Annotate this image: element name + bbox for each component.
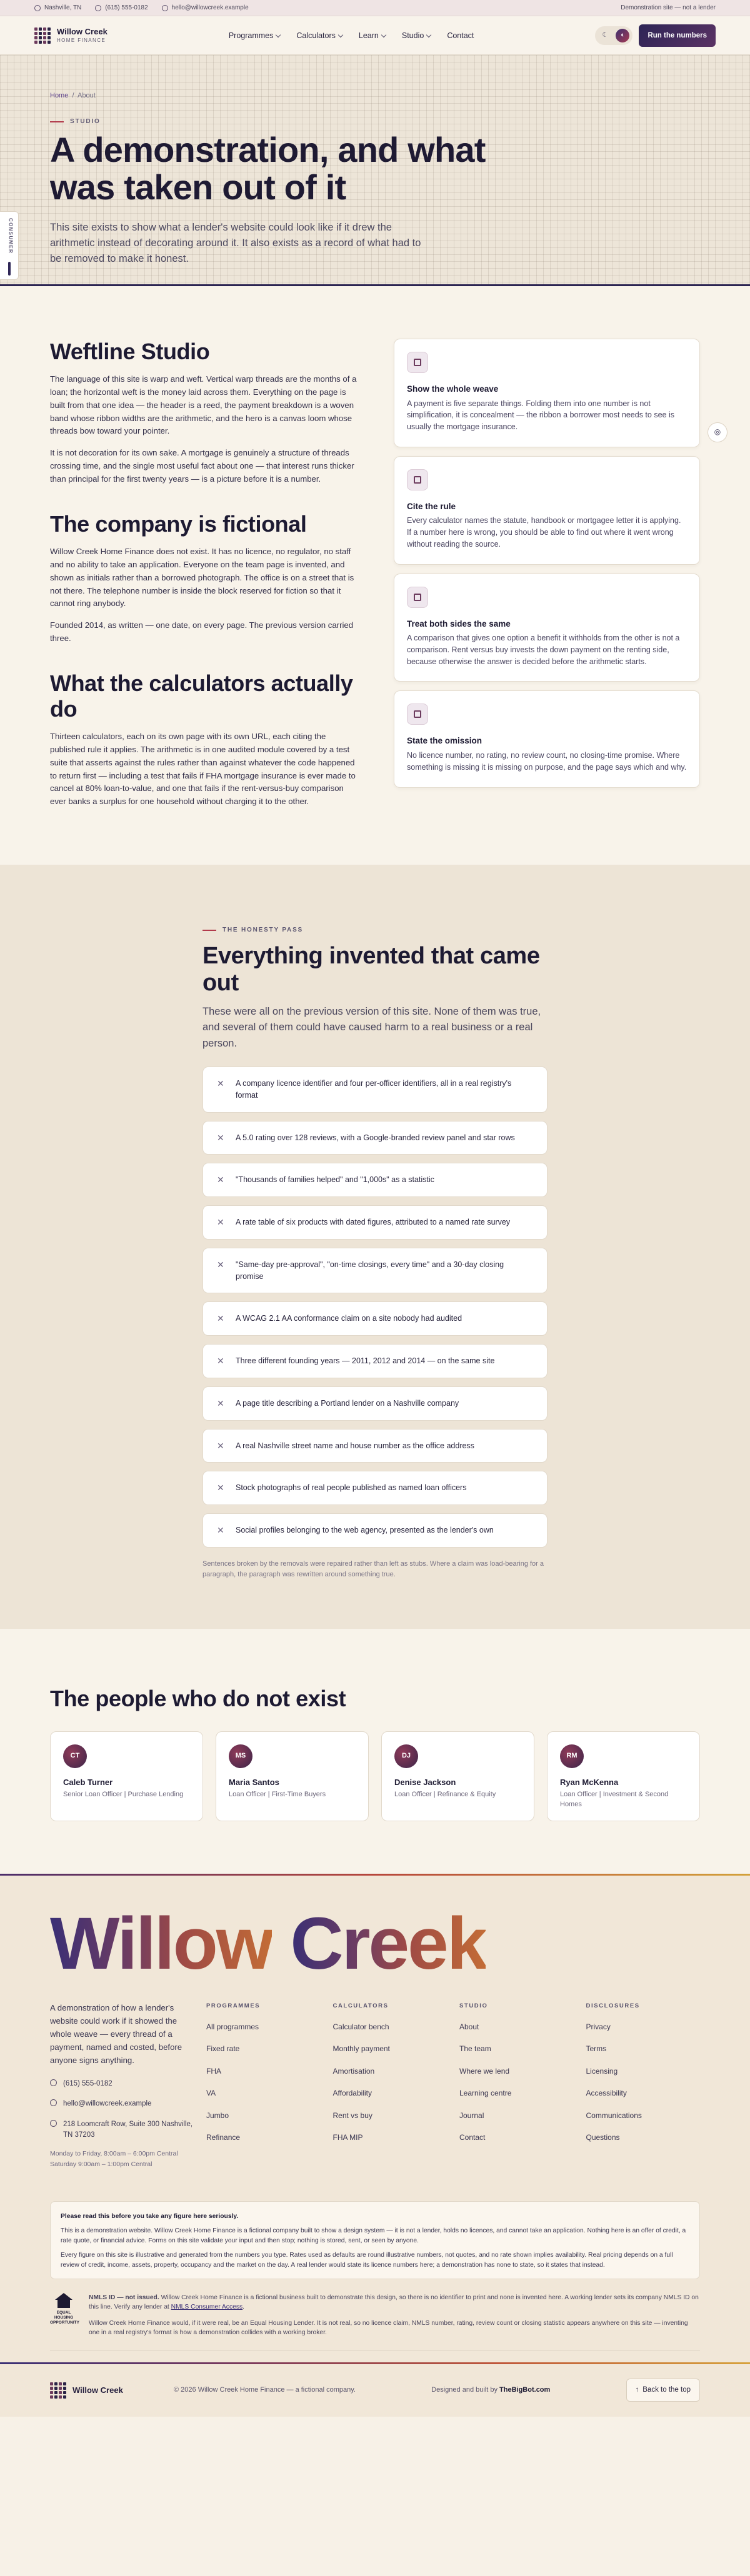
scale-icon bbox=[407, 587, 428, 608]
list-item-text: A 5.0 rating over 128 reviews, with a Google-branded review panel and star rows bbox=[236, 1133, 515, 1142]
nav-label: Studio bbox=[401, 31, 424, 40]
list-item-text: A rate table of six products with dated figures, attributed to a named rate survey bbox=[236, 1218, 511, 1227]
person-card[interactable] bbox=[547, 1731, 700, 1821]
phone-text: (615) 555-0182 bbox=[105, 4, 148, 11]
footer-email: hello@willowcreek.example bbox=[63, 2100, 152, 2108]
list-item-text: Stock photographs of real people published as named loan officers bbox=[236, 1483, 467, 1493]
footer-link[interactable]: Learning centre bbox=[459, 2089, 512, 2098]
main-nav bbox=[229, 30, 474, 41]
studio-section bbox=[0, 286, 750, 865]
breadcrumb bbox=[50, 91, 700, 101]
nav-contact[interactable] bbox=[447, 30, 474, 41]
nav-calculators[interactable] bbox=[296, 30, 342, 41]
footer-link[interactable]: Monthly payment bbox=[332, 2044, 390, 2054]
fictional-paragraph: Willow Creek Home Finance does not exist. It has no licence, no regulator, no staff and no ability to take an application. Everyone on the team page is invented, and shown as initials rather than a borrowed photograph. The office is on a street that is not there. The telephone number is inside the block reserved for fiction so that it cannot ring anybody. bbox=[50, 546, 354, 609]
brand-name: Willow Creek bbox=[57, 26, 108, 36]
phone-icon bbox=[95, 5, 101, 11]
footer-link[interactable]: All programmes bbox=[206, 2022, 259, 2032]
nav-programmes[interactable] bbox=[229, 30, 281, 41]
footer-address bbox=[50, 2119, 194, 2140]
calculators-paragraph: Thirteen calculators, each on its own page with its own URL, each citing the published rule it applies. The arithmetic is in one audited module covered by a test suite that asserts against the rules rather than against whatever the code happened to return first — including a test that fails if FHA mortgage insurance is ever made to cancel at 80% loan-to-value, and one that fails if the rent-versus-buy comparison ever banks a surplus for one household without charging it to the other. bbox=[50, 732, 356, 807]
list-item-text: "Thousands of families helped" and "1,000s" as a statistic bbox=[236, 1175, 434, 1185]
cross-icon: ✕ bbox=[217, 1217, 224, 1228]
footer-col-studio bbox=[459, 2002, 574, 2170]
list-item bbox=[202, 1248, 548, 1294]
principle-card bbox=[394, 690, 700, 787]
footer-link[interactable]: Affordability bbox=[332, 2089, 372, 2098]
footer-link[interactable]: Jumbo bbox=[206, 2111, 229, 2120]
footer-email-link[interactable] bbox=[50, 2099, 194, 2109]
footer-col-calculators bbox=[333, 2002, 448, 2170]
calculators-heading: What the calculators actually do bbox=[50, 670, 353, 722]
honesty-note: Sentences broken by the removals were repaired rather than left as stubs. Where a claim was load-bearing for a paragraph, the paragraph was rewritten around something true. bbox=[202, 1559, 544, 1579]
nav-label: Calculators bbox=[296, 31, 336, 40]
pin-icon bbox=[34, 5, 41, 11]
person-card[interactable] bbox=[50, 1731, 203, 1821]
removed-list bbox=[202, 1067, 548, 1548]
card-title: Show the whole weave bbox=[407, 384, 499, 394]
cross-icon: ✕ bbox=[217, 1132, 224, 1143]
list-item bbox=[202, 1471, 548, 1505]
nmls-bold: NMLS ID — not issued. bbox=[89, 2294, 159, 2302]
honesty-eyebrow bbox=[202, 926, 548, 935]
list-item-text: "Same-day pre-approval", "on-time closings, every time" and a 30-day closing promise bbox=[236, 1260, 504, 1281]
person-role: Loan Officer | Investment & Second Homes bbox=[560, 1791, 669, 1809]
eyebrow-bar bbox=[202, 930, 216, 931]
list-item-text: A real Nashville street name and house number as the office address bbox=[236, 1441, 474, 1450]
cross-icon: ✕ bbox=[217, 1398, 224, 1408]
wordmark-creek: Creek bbox=[290, 1902, 486, 1986]
list-item bbox=[202, 1163, 548, 1197]
built-by-link[interactable]: TheBigBot.com bbox=[499, 2385, 551, 2394]
disclaimer-paragraph: Every figure on this site is illustrative and generated from the numbers you type. Rates used as defaults are round illustrative numbers, not quotes, and no rate shown implies availability. Real pricing depends on a full review of credit, income, assets, property, occupancy and the market on the day. A real lender would state its licence numbers here; a demonstration has none to state, so it states that instead. bbox=[61, 2252, 673, 2269]
equal-housing-logo bbox=[50, 2293, 78, 2338]
disclaimer-paragraph: This is a demonstration website. Willow Creek Home Finance is a fictional company built to show a design system — it is not a lender, holds no licences, and cannot take an application. Nothing here is an offer of credit, a rate quote, or financial advice. Forms on this site validate your input and then stop; nothing is stored, sent, or seen by anyone. bbox=[61, 2227, 686, 2244]
fictional-heading: The company is fictional bbox=[50, 510, 307, 537]
cross-icon: ✕ bbox=[217, 1259, 224, 1270]
eyebrow-text: THE HONESTY PASS bbox=[222, 927, 304, 934]
nav-label: Programmes bbox=[228, 31, 274, 40]
card-text: No licence number, no rating, no review count, no closing-time promise. Where something is missing it is missing on purpose, and the page says which and why. bbox=[407, 751, 687, 772]
person-role: Loan Officer | First-Time Buyers bbox=[229, 1791, 326, 1799]
footer-col-title: CALCULATORS bbox=[332, 2002, 389, 2010]
nmls-consumer-access-link[interactable]: NMLS Consumer Access bbox=[171, 2304, 243, 2311]
footer-address-text: 218 Loomcraft Row, Suite 300 Nashville, TN 37203 bbox=[63, 2120, 193, 2139]
footer-link[interactable]: Amortisation bbox=[332, 2066, 375, 2076]
person-name: Ryan McKenna bbox=[560, 1778, 619, 1788]
footer-link[interactable]: Privacy bbox=[586, 2022, 611, 2032]
built-by bbox=[431, 2385, 550, 2395]
cross-icon: ✕ bbox=[217, 1440, 224, 1451]
people-grid bbox=[50, 1731, 700, 1821]
card-text: Every calculator names the statute, handbook or mortgagee letter it is applying. If a number here is wrong, you should be able to find out where it went wrong without reading the source. bbox=[407, 516, 681, 549]
footer-link[interactable]: Fixed rate bbox=[206, 2044, 240, 2054]
nav-label: Learn bbox=[358, 31, 379, 40]
footer-link[interactable]: Contact bbox=[459, 2132, 486, 2142]
house-icon bbox=[54, 2293, 73, 2308]
list-item bbox=[202, 1067, 548, 1113]
footer-about: A demonstration of how a lender's website could work if it showed the whole weave — every thread of a payment, named and costed, before anyone signs anything. bbox=[50, 2003, 182, 2065]
footer-col-title: DISCLOSURES bbox=[586, 2002, 640, 2010]
side-tab-indicator bbox=[8, 262, 11, 276]
demo-notice: Demonstration site — not a lender bbox=[621, 4, 716, 11]
footer-link[interactable]: VA bbox=[206, 2089, 216, 2098]
list-item-text: A page title describing a Portland lender on a Nashville company bbox=[236, 1398, 459, 1408]
check-icon bbox=[407, 704, 428, 725]
back-to-top-label: Back to the top bbox=[642, 2386, 691, 2394]
nav-label: Contact bbox=[447, 31, 474, 40]
list-item-text: Social profiles belonging to the web agency, presented as the lender's own bbox=[236, 1526, 494, 1535]
footer-link[interactable]: Journal bbox=[459, 2111, 484, 2120]
breadcrumb-separator: / bbox=[72, 92, 74, 99]
breadcrumb-current: About bbox=[78, 92, 96, 99]
breadcrumb-home-link[interactable]: Home bbox=[50, 92, 69, 99]
person-name: Maria Santos bbox=[229, 1778, 279, 1788]
back-to-top-button[interactable] bbox=[626, 2379, 700, 2402]
list-item-text: A company licence identifier and four per-officer identifiers, all in a real registry's format bbox=[236, 1079, 512, 1100]
footer-wordmark bbox=[50, 1902, 700, 1986]
footer-link[interactable]: FHA bbox=[206, 2066, 221, 2076]
consumer-side-tab[interactable] bbox=[0, 211, 19, 280]
phone-icon bbox=[50, 2079, 57, 2086]
people-title: The people who do not exist bbox=[50, 1686, 346, 1712]
avatar: RM bbox=[560, 1744, 584, 1768]
eho-label: EQUAL HOUSING OPPORTUNITY bbox=[50, 2310, 79, 2325]
list-item bbox=[202, 1513, 548, 1548]
site-header bbox=[0, 16, 750, 55]
person-name: Caleb Turner bbox=[63, 1778, 113, 1788]
footer-link[interactable]: Accessibility bbox=[586, 2089, 627, 2098]
loom-logo-icon bbox=[50, 2382, 66, 2399]
email-text: hello@willowcreek.example bbox=[171, 4, 249, 11]
hero-eyebrow bbox=[50, 117, 700, 127]
legal-block bbox=[50, 2293, 700, 2351]
footer-link[interactable]: FHA MIP bbox=[332, 2132, 363, 2142]
grid-icon bbox=[407, 352, 428, 373]
footer-link[interactable]: Refinance bbox=[206, 2132, 241, 2142]
footer-link[interactable]: Licensing bbox=[586, 2066, 618, 2076]
run-numbers-button[interactable]: Run the numbers bbox=[639, 24, 716, 47]
footer-link[interactable]: Communications bbox=[586, 2111, 642, 2120]
footer-link[interactable]: Where we lend bbox=[459, 2066, 510, 2076]
nmls-text: Willow Creek Home Finance is a fictional business built to demonstrate this design, so there is no identifier to print and none is invented here. A working lender sets its company NMLS ID on this line. Verify any lender at bbox=[89, 2294, 699, 2311]
chevron-down-icon bbox=[276, 32, 281, 37]
footer-link[interactable]: Terms bbox=[586, 2044, 607, 2054]
founded-paragraph: Founded 2014, as written — one date, on every page. The previous version carried three. bbox=[50, 620, 354, 644]
cross-icon: ✕ bbox=[217, 1078, 224, 1089]
card-text: A comparison that gives one option a benefit it withholds from the other is not a comparison. Rent versus buy invests the down payment on the renting side, because otherwise the answer is decided before the arithmetic starts. bbox=[407, 634, 680, 666]
cross-icon: ✕ bbox=[217, 1175, 224, 1185]
email-link[interactable] bbox=[162, 4, 249, 13]
footer-phone-link[interactable] bbox=[50, 2079, 194, 2089]
card-title: Treat both sides the same bbox=[407, 619, 511, 629]
hours-saturday: Saturday 9:00am – 1:00pm Central bbox=[50, 2161, 152, 2169]
footer-phone: (615) 555-0182 bbox=[63, 2079, 112, 2087]
pin-icon bbox=[50, 2120, 57, 2127]
card-text: A payment is five separate things. Folding them into one number is not simplification, it is concealment — the ribbon a borrower most needs to see is usually the mortgage insurance. bbox=[407, 399, 674, 432]
honesty-section bbox=[0, 865, 750, 1629]
footer-brand-name: Willow Creek bbox=[72, 2385, 123, 2395]
card-title: State the omission bbox=[407, 736, 482, 746]
person-role: Loan Officer | Refinance & Equity bbox=[394, 1791, 496, 1799]
nav-studio[interactable] bbox=[402, 30, 431, 41]
avatar: DJ bbox=[394, 1744, 418, 1768]
footer-link[interactable]: About bbox=[459, 2022, 479, 2032]
page-title: A demonstration, and what was taken out of it bbox=[50, 130, 486, 207]
brand-logo[interactable] bbox=[34, 27, 108, 44]
principle-card bbox=[394, 339, 700, 447]
cross-icon: ✕ bbox=[217, 1483, 224, 1493]
top-bar bbox=[0, 0, 750, 16]
side-tab-label: CONSUMER bbox=[8, 218, 14, 254]
principle-cards bbox=[394, 339, 700, 808]
footer-link[interactable]: Calculator bench bbox=[332, 2022, 389, 2032]
list-item bbox=[202, 1429, 548, 1463]
location-text: Nashville, TN bbox=[44, 4, 82, 11]
arrow-up-icon: ↑ bbox=[635, 2386, 639, 2394]
chevron-down-icon bbox=[381, 32, 386, 37]
mail-icon bbox=[162, 5, 168, 11]
accessibility-float-button[interactable]: ◎ bbox=[708, 422, 728, 442]
cross-icon: ✕ bbox=[217, 1525, 224, 1536]
studio-heading: Weftline Studio bbox=[50, 339, 210, 364]
document-icon bbox=[407, 469, 428, 490]
honesty-title: Everything invented that came out bbox=[202, 942, 540, 996]
footer-col-disclosures bbox=[586, 2002, 701, 2170]
cross-icon: ✕ bbox=[217, 1313, 224, 1324]
hero-lead: This site exists to show what a lender's website could look like if it drew the arithmetic instead of decorating around it. It also exists as a record of what had to be removed to make it honest. bbox=[50, 222, 421, 265]
person-name: Denise Jackson bbox=[394, 1778, 456, 1788]
people-section bbox=[0, 1629, 750, 1874]
wordmark-willow: Willow bbox=[50, 1902, 272, 1986]
nav-learn[interactable] bbox=[359, 30, 386, 41]
eyebrow-bar bbox=[50, 121, 64, 122]
cross-icon: ✕ bbox=[217, 1356, 224, 1366]
eyebrow-text: STUDIO bbox=[70, 117, 101, 125]
theme-toggle[interactable] bbox=[595, 26, 632, 45]
location-item bbox=[34, 4, 81, 13]
list-item-text: Three different founding years — 2011, 2012 and 2014 — on the same site bbox=[236, 1356, 495, 1366]
card-title: Cite the rule bbox=[407, 501, 456, 511]
person-card[interactable] bbox=[216, 1731, 369, 1821]
list-item bbox=[202, 1344, 548, 1378]
person-role: Senior Loan Officer | Purchase Lending bbox=[63, 1791, 184, 1799]
phone-link[interactable] bbox=[95, 4, 148, 13]
list-item bbox=[202, 1386, 548, 1421]
hours-weekday: Monday to Friday, 8:00am – 6:00pm Central bbox=[50, 2150, 178, 2158]
site-footer bbox=[0, 1874, 750, 2417]
chevron-down-icon bbox=[338, 32, 343, 37]
footer-col-title: STUDIO bbox=[459, 2002, 488, 2010]
loom-logo-icon bbox=[34, 27, 51, 44]
footer-link[interactable]: Questions bbox=[586, 2132, 620, 2142]
moon-icon[interactable]: ☾ bbox=[602, 31, 609, 39]
list-item bbox=[202, 1301, 548, 1336]
principle-card bbox=[394, 456, 700, 565]
studio-paragraph: It is not decoration for its own sake. A mortgage is genuinely a structure of threads crossing time, and the single most useful fact about one — that interest runs thicker than principal for the first twenty years — is a picture before it is a number. bbox=[50, 448, 354, 484]
person-card[interactable] bbox=[381, 1731, 534, 1821]
avatar: MS bbox=[229, 1744, 252, 1768]
disclaimer-box bbox=[50, 2201, 700, 2279]
equal-housing-paragraph: Willow Creek Home Finance would, if it were real, be an Equal Housing Lender. It is not real, so no licence claim, NMLS number, rating, review count or closing statistic appears anywhere on this site — inventing one in a real registry's format is how a demonstration collides with a working broker. bbox=[89, 2319, 688, 2337]
footer-bottom-bar bbox=[0, 2364, 750, 2417]
built-by-prefix: Designed and built by bbox=[431, 2385, 498, 2394]
footer-brand[interactable] bbox=[50, 2382, 123, 2399]
chevron-down-icon bbox=[426, 32, 431, 37]
hero-section bbox=[0, 55, 750, 286]
mail-icon bbox=[50, 2099, 57, 2106]
brand-sub: HOME FINANCE bbox=[57, 37, 106, 43]
footer-link[interactable]: The team bbox=[459, 2044, 491, 2054]
honesty-lead: These were all on the previous version of this site. None of them was true, and several of them could have caused harm to a real business or a real person. bbox=[202, 1005, 541, 1049]
studio-paragraph: The language of this site is warp and weft. Vertical warp threads are the months of a loan; the horizontal weft is the money laid across them. Everything on the page is built from that one idea — the header is a reed, the payment breakdown is a woven band whose ribbon widths are the arithmetic, and the hero is a canvas loom whose threads bow toward your pointer. bbox=[50, 374, 357, 436]
footer-col-programmes bbox=[206, 2002, 321, 2170]
contrast-icon[interactable]: ◐ bbox=[616, 29, 629, 42]
copyright: © 2026 Willow Creek Home Finance — a fictional company. bbox=[174, 2385, 356, 2394]
footer-hours bbox=[50, 2149, 194, 2170]
list-item-text: A WCAG 2.1 AA conformance claim on a site nobody had audited bbox=[236, 1314, 462, 1323]
nmls-paragraph: NMLS ID — not issued. Willow Creek Home Finance is a fictional business built to demonstrate this design, so there is no identifier to print and none is invented here. A working lender sets its company NMLS ID on this line. Verify any lender at NMLS Consumer Access. bbox=[89, 2294, 699, 2311]
principle-card bbox=[394, 574, 700, 682]
list-item bbox=[202, 1205, 548, 1240]
footer-link[interactable]: Rent vs buy bbox=[332, 2111, 372, 2120]
footer-col-title: PROGRAMMES bbox=[206, 2002, 261, 2010]
avatar: CT bbox=[63, 1744, 87, 1768]
disclaimer-title: Please read this before you take any figure here seriously. bbox=[61, 2212, 239, 2220]
list-item bbox=[202, 1121, 548, 1155]
